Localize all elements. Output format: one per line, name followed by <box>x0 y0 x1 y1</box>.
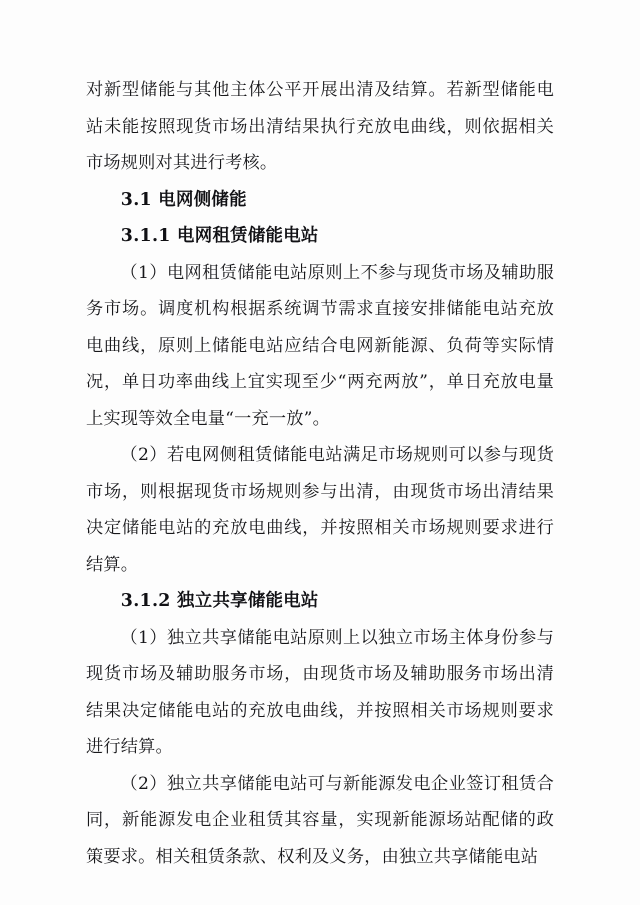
section-heading-3-1: 3.1 电网侧储能 <box>120 189 247 210</box>
document-body <box>86 72 554 875</box>
paragraph-3-1-2-item-2: （2）独立共享储能电站可与新能源发电企业签订租赁合同，新能源发电企业租赁其容量，实现新能源场站配储的政策要求。相关租赁条款、权利及义务，由独立共享储能电站 <box>86 773 554 867</box>
paragraph-3-1-1-item-2: （2）若电网侧租赁储能电站满足市场规则可以参与现货市场，则根据现货市场规则参与出清，由现货市场出清结果决定储能电站的充放电曲线，并按照相关市场规则要求进行结算。 <box>86 445 554 575</box>
section-heading-3-1-2: 3.1.2 独立共享储能电站 <box>120 591 319 611</box>
paragraph-continuation: 对新型储能与其他主体公平开展出清及结算。若新型储能电站未能按照现货市场出清结果执行充放电曲线，则依据相关市场规则对其进行考核。 <box>86 80 554 173</box>
paragraph-3-1-2-item-1: （1）独立共享储能电站原则上以独立市场主体身份参与现货市场及辅助服务市场，由现货市场及辅助服务市场出清结果决定储能电站的充放电曲线，并按照相关市场规则要求进行结算。 <box>86 627 554 757</box>
section-heading-3-1-1: 3.1.1 电网租赁储能电站 <box>120 226 319 246</box>
paragraph-3-1-1-item-1: （1）电网租赁储能电站原则上不参与现货市场及辅助服务市场。调度机构根据系统调节需求直接安排储能电站充放电曲线，原则上储能电站应结合电网新能源、负荷等实际情况，单日功率曲线上宜实现至少“两充两放”，单日充放电量上实现等效全电量“一充一放”。 <box>86 262 554 429</box>
